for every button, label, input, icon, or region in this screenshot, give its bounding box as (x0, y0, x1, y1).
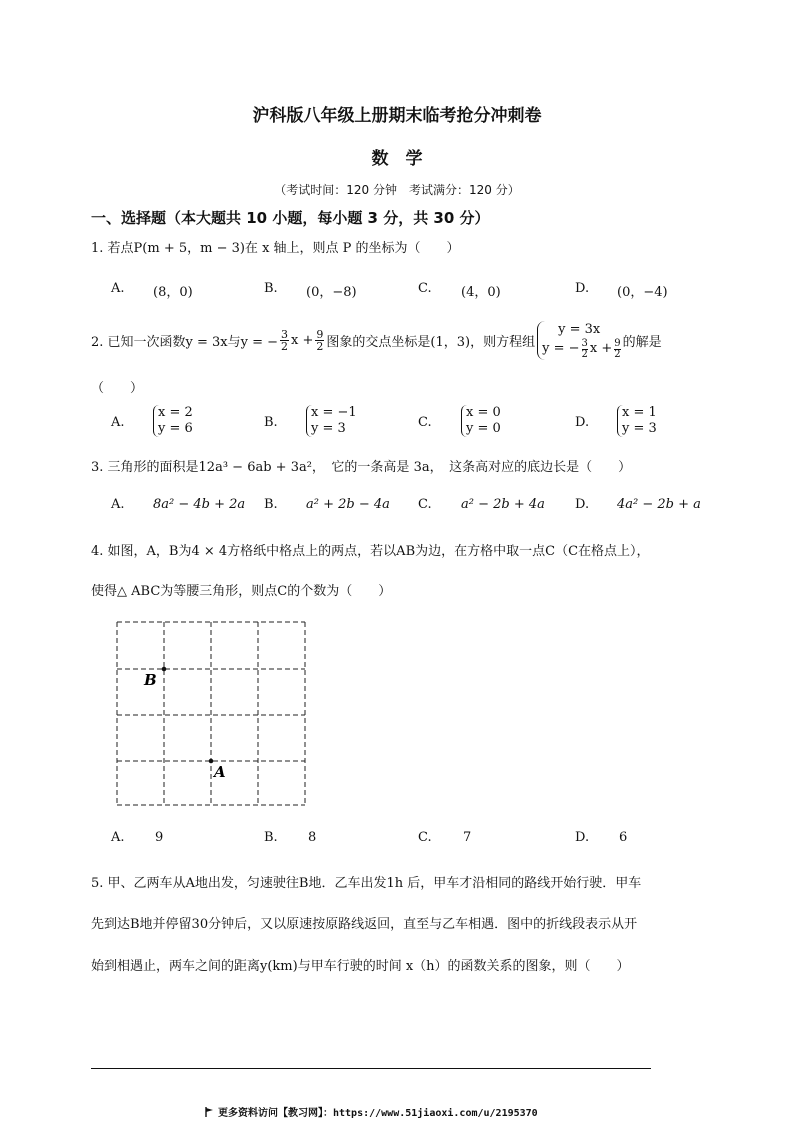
q2-system-line-2b: x + (589, 341, 613, 356)
page-title: 沪科版八年级上册期末临考抢分冲刺卷 (252, 106, 542, 126)
q3-option-b-label: B. (264, 497, 278, 512)
section-heading: 一、选择题（本大题共 10 小题，每小题 3 分，共 30 分） (91, 209, 490, 227)
question-5-line-2: 先到达B地并停留30分钟后，又以原速按原路线返回，直至与乙车相遇．图中的折线段表示从开 (91, 917, 638, 932)
q2-option-d-l2: y = 3 (622, 421, 657, 436)
q2-fraction-1 (280, 329, 289, 352)
footer-text: 更多资料访问【教习网】：https://www.51jiaoxi.com/u/2195370 (218, 1108, 538, 1119)
q2-option-a-l2: y = 6 (158, 421, 193, 436)
q2-option-b-l1: x = −1 (311, 405, 357, 420)
point-a-dot (209, 759, 214, 764)
q2-option-c-label: C. (418, 415, 432, 430)
question-1-stem: 1. 若点P(m + 5，m − 3)在 x 轴上，则点 P 的坐标为（ ） (91, 241, 460, 256)
subject-title: 数 学 (371, 149, 423, 169)
q4-option-a-text: 9 (155, 830, 164, 845)
q4-option-d-label: D. (575, 830, 590, 845)
exam-info: （考试时间：120 分钟 考试满分：120 分） (274, 183, 520, 197)
q1-option-c-text: (4，0) (461, 285, 501, 300)
question-2-blank: （ ） (91, 381, 144, 396)
q2-system-line-2a: y = − (542, 341, 580, 356)
q2-frac2-num: 9 (316, 327, 324, 341)
q2-option-a-system (153, 405, 193, 437)
q2-sys-frac2-num: 9 (614, 337, 621, 349)
q3-option-b-text: a² + 2b − 4a (306, 497, 390, 512)
q1-option-b-text: (0，−8) (306, 285, 357, 300)
question-3-stem: 3. 三角形的面积是12a³ − 6ab + 3a²， 它的一条高是 3a， 这条高对应的底边长是（ ） (91, 460, 632, 475)
q2-option-b-system (306, 405, 357, 437)
q2-sys-frac1-den: 2 (581, 348, 588, 360)
q2-sys-frac1-num: 3 (581, 337, 588, 349)
q4-option-c-text: 7 (463, 830, 472, 845)
q4-option-b-label: B. (264, 830, 278, 845)
q2-option-c-system (461, 405, 501, 437)
q2-option-c-l2: y = 0 (466, 421, 501, 436)
q1-option-d-label: D. (575, 281, 590, 296)
q2-stem-part-a: 2. 已知一次函数y = 3x与y = − (91, 334, 279, 350)
q3-option-d-label: D. (575, 497, 590, 512)
point-b-dot (162, 667, 167, 672)
q2-option-d-l1: x = 1 (622, 405, 657, 420)
q2-stem-part-c: 图象的交点坐标是(1，3)，则方程组 (326, 334, 536, 350)
q2-stem-part-b: x + (291, 332, 314, 348)
q2-frac2-den: 2 (316, 339, 324, 353)
q2-sys-frac2-den: 2 (614, 348, 621, 360)
point-b-label: B (144, 671, 157, 689)
q4-option-d-text: 6 (619, 830, 628, 845)
question-5-line-1: 5. 甲、乙两车从A地出发，匀速驶往B地．乙车出发1h 后，甲车才沿相同的路线开始行驶．甲车 (91, 876, 642, 891)
q3-option-d-text: 4a² − 2b + a (617, 497, 701, 512)
grid-lines (117, 622, 305, 805)
q2-frac1-num: 3 (281, 327, 289, 341)
question-5-line-3: 始到相遇止，两车之间的距离y(km)与甲车行驶的时间 x（h）的函数关系的图象，则（ ） (91, 959, 630, 974)
q2-option-c-l1: x = 0 (466, 405, 501, 420)
q1-option-a-label: A. (111, 281, 125, 296)
q1-option-d-text: (0，−4) (617, 285, 668, 300)
q1-option-b-label: B. (264, 281, 278, 296)
q2-stem-part-d: 的解是 (622, 334, 662, 350)
footer-divider (91, 1068, 651, 1069)
q2-option-b-l2: y = 3 (311, 421, 346, 436)
flag-icon (205, 1107, 214, 1117)
grid-figure (110, 615, 310, 810)
question-4-line-1: 4. 如图，A，B为4 × 4方格纸中格点上的两点，若以AB为边，在方格中取一点C（C在格点上）， (91, 544, 650, 559)
q4-option-c-label: C. (418, 830, 432, 845)
q3-option-a-label: A. (111, 497, 125, 512)
q2-option-d-system (617, 405, 657, 437)
q2-option-b-label: B. (264, 415, 278, 430)
question-2-stem (91, 318, 662, 362)
q3-option-c-text: a² − 2b + 4a (461, 497, 545, 512)
q2-frac1-den: 2 (281, 339, 289, 353)
q2-system-line-1: y = 3x (558, 321, 601, 337)
q3-option-a-text: 8a² − 4b + 2a (153, 497, 246, 512)
q3-option-c-label: C. (418, 497, 432, 512)
q1-option-a-text: (8，0) (153, 285, 193, 300)
q4-option-a-label: A. (111, 830, 125, 845)
q2-equation-system (537, 321, 621, 360)
point-a-label: A (214, 763, 226, 781)
q1-option-c-label: C. (418, 281, 432, 296)
q4-option-b-text: 8 (308, 830, 317, 845)
footer-link[interactable] (205, 1104, 538, 1119)
q2-fraction-2 (315, 329, 324, 352)
q2-option-d-label: D. (575, 415, 590, 430)
q2-option-a-l1: x = 2 (158, 405, 193, 420)
question-4-line-2: 使得△ ABC为等腰三角形，则点C的个数为（ ） (91, 584, 392, 599)
q2-option-a-label: A. (111, 415, 125, 430)
